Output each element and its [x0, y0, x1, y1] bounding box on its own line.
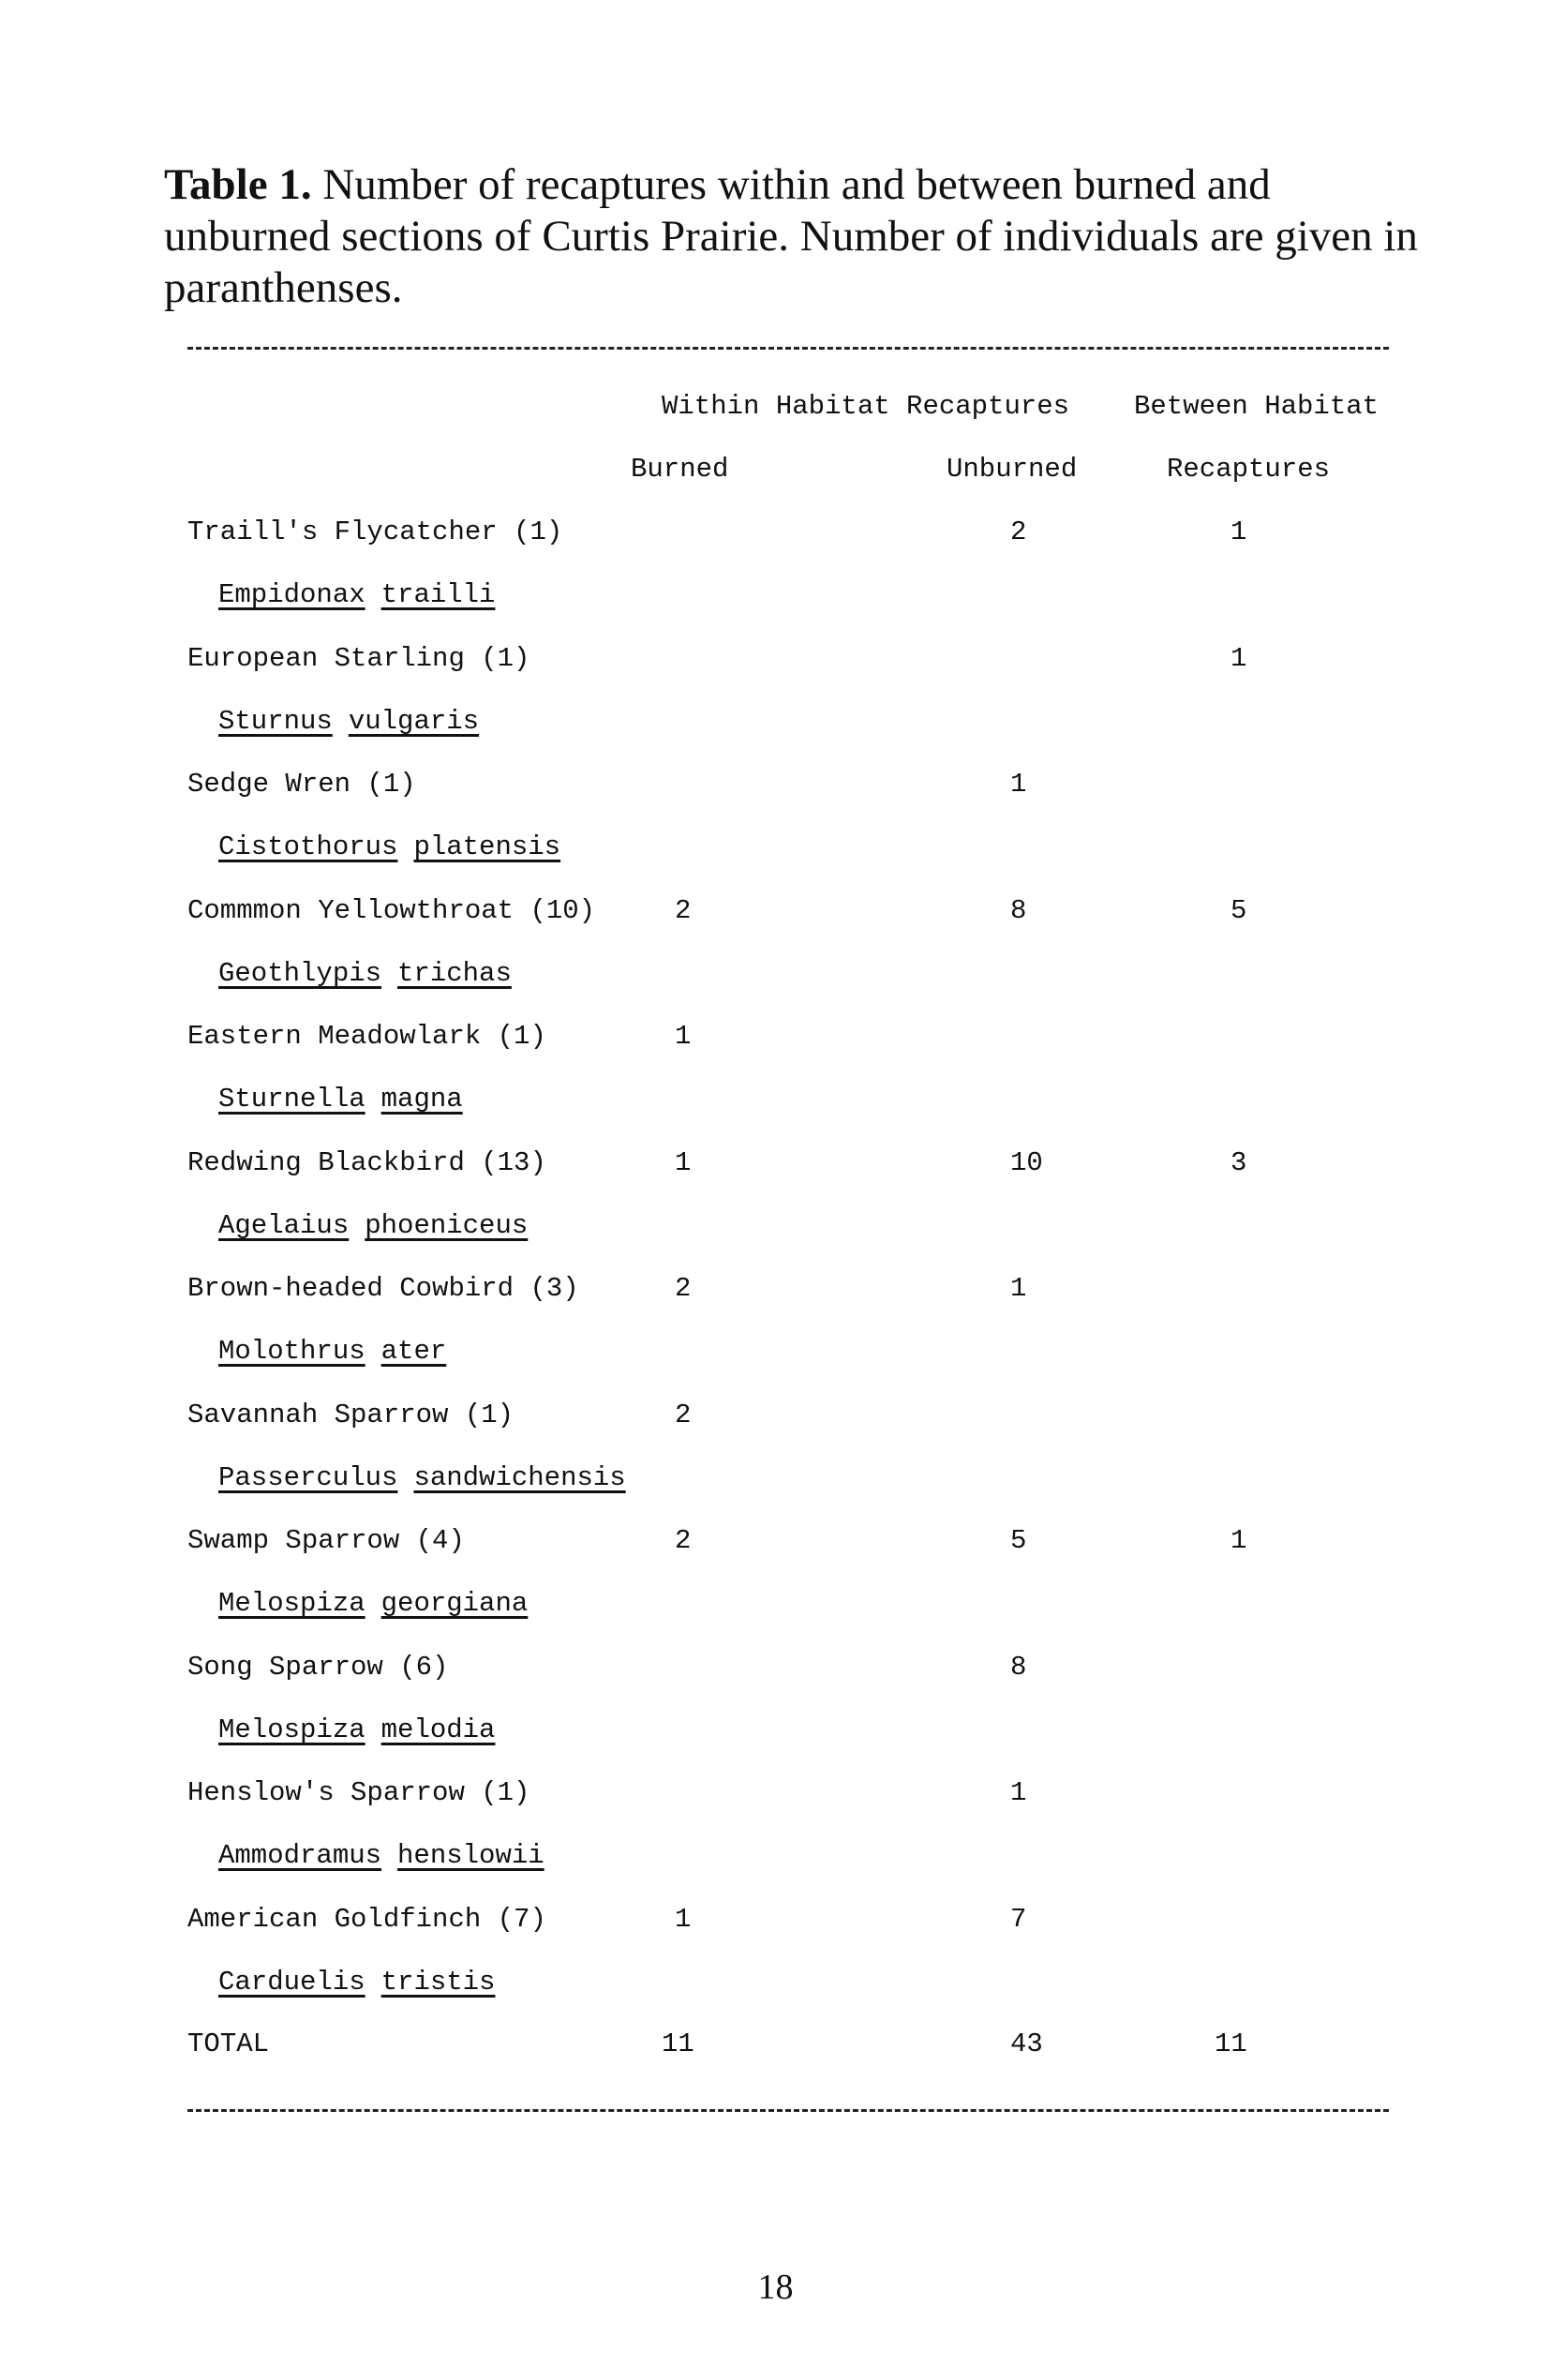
genus-name: Sturnella [218, 1084, 365, 1115]
species-common-name: Savannah Sparrow (1) [187, 1400, 515, 1430]
species-epithet: melodia [380, 1714, 496, 1745]
total-unburned: 43 [1010, 2028, 1043, 2059]
scientific-name [218, 1714, 511, 1747]
genus-name: Passerculus [218, 1462, 398, 1493]
genus-name: Cistothorus [218, 831, 398, 862]
total-burned: 11 [662, 2028, 694, 2059]
unburned-count: 1 [1010, 1273, 1027, 1304]
species-common-name: Commmon Yellowthroat (10) [187, 895, 596, 926]
unburned-count: 10 [1010, 1147, 1043, 1178]
genus-name: Ammodramus [218, 1840, 382, 1871]
unburned-count: 1 [1010, 769, 1027, 800]
species-common-name: European Starling (1) [187, 643, 530, 674]
between-count: 5 [1230, 895, 1247, 926]
unburned-count: 1 [1010, 1777, 1027, 1808]
genus-name: Melospiza [218, 1714, 365, 1745]
between-count: 3 [1230, 1147, 1247, 1178]
scientific-name [218, 705, 495, 739]
genus-name: Empidonax [218, 579, 365, 610]
scientific-name [218, 1083, 479, 1116]
scientific-name [218, 1839, 560, 1873]
page-number: 18 [757, 2268, 794, 2307]
header-unburned: Unburned [947, 454, 1078, 485]
genus-name: Agelaius [218, 1210, 350, 1241]
table-caption [164, 159, 1439, 314]
total-between: 11 [1215, 2028, 1247, 2059]
genus-name: Carduelis [218, 1967, 365, 1998]
genus-name: Geothlypis [218, 958, 382, 989]
header-burned: Burned [631, 454, 729, 485]
between-count: 1 [1230, 1525, 1247, 1556]
species-common-name: Brown-headed Cowbird (3) [187, 1273, 579, 1304]
species-common-name: American Goldfinch (7) [187, 1904, 546, 1935]
table-caption-text: Number of recaptures within and between burned and unburned sections of Curtis Prairie. Number of individuals are given in paranthenses. [164, 160, 1418, 312]
header-within-habitat: Within Habitat Recaptures [662, 391, 1070, 422]
burned-count: 2 [675, 895, 692, 926]
species-common-name: Song Sparrow (6) [187, 1652, 449, 1683]
species-common-name: Traill's Flycatcher (1) [187, 516, 563, 547]
burned-count: 1 [675, 1904, 692, 1935]
between-count: 1 [1230, 643, 1247, 674]
unburned-count: 8 [1010, 895, 1027, 926]
unburned-count: 5 [1010, 1525, 1027, 1556]
species-epithet: trailli [380, 579, 496, 610]
species-epithet: trichas [397, 958, 512, 989]
scientific-name [218, 831, 576, 864]
species-common-name: Henslow's Sparrow (1) [187, 1777, 530, 1808]
species-epithet: ater [380, 1336, 447, 1367]
scientific-name [218, 1587, 544, 1621]
scientific-name [218, 1209, 544, 1243]
burned-count: 1 [675, 1021, 692, 1052]
species-common-name: Swamp Sparrow (4) [187, 1525, 465, 1556]
species-epithet: georgiana [380, 1588, 529, 1619]
species-epithet: tristis [380, 1967, 496, 1998]
unburned-count: 7 [1010, 1904, 1027, 1935]
table-label: Table 1. [164, 160, 312, 209]
genus-name: Sturnus [218, 706, 333, 737]
unburned-count: 2 [1010, 516, 1027, 547]
scientific-name [218, 1966, 511, 1999]
header-recaptures: Recaptures [1167, 454, 1331, 485]
burned-count: 2 [675, 1525, 692, 1556]
species-epithet: magna [380, 1084, 463, 1115]
burned-count: 1 [675, 1147, 692, 1178]
species-epithet: phoeniceus [365, 1210, 529, 1241]
total-label: TOTAL [187, 2028, 270, 2059]
species-epithet: henslowii [397, 1840, 544, 1871]
between-count: 1 [1230, 516, 1247, 547]
species-epithet: sandwichensis [413, 1462, 626, 1493]
scientific-name [218, 1461, 642, 1495]
genus-name: Melospiza [218, 1588, 365, 1619]
species-common-name: Redwing Blackbird (13) [187, 1147, 546, 1178]
top-dashed-rule [187, 347, 1389, 350]
scientific-name [218, 578, 511, 612]
species-common-name: Eastern Meadowlark (1) [187, 1021, 546, 1052]
burned-count: 2 [675, 1273, 692, 1304]
genus-name: Molothrus [218, 1336, 365, 1367]
unburned-count: 8 [1010, 1652, 1027, 1683]
burned-count: 2 [675, 1400, 692, 1430]
scientific-name [218, 957, 528, 991]
species-common-name: Sedge Wren (1) [187, 769, 416, 800]
header-between-habitat: Between Habitat [1134, 391, 1379, 422]
species-epithet: platensis [413, 831, 561, 862]
species-epithet: vulgaris [348, 706, 480, 737]
bottom-dashed-rule [187, 2109, 1389, 2112]
scientific-name [218, 1335, 462, 1369]
